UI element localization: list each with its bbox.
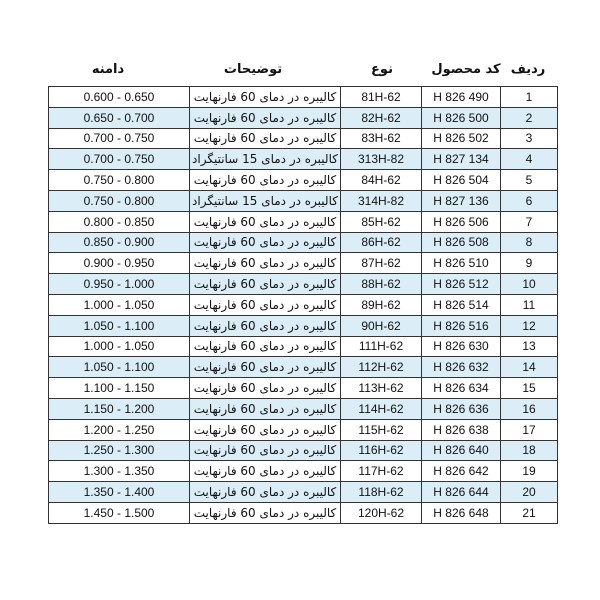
type-cell: 81H-62 [341, 87, 422, 108]
range-cell: 1.000 - 1.050 [49, 336, 190, 357]
type-cell: 114H-62 [341, 398, 422, 419]
table-row [49, 128, 558, 149]
range-cell: 0.750 - 0.800 [49, 170, 190, 191]
range-cell: 0.700 - 0.750 [49, 149, 190, 170]
range-cell: 1.200 - 1.250 [49, 419, 190, 440]
table-header [48, 58, 552, 84]
type-cell: 88H-62 [341, 274, 422, 295]
type-cell: 313H-82 [341, 149, 422, 170]
range-cell: 1.050 - 1.100 [49, 357, 190, 378]
row-number-cell: 2 [501, 107, 558, 128]
table-row [49, 315, 558, 336]
description-cell: کالیبره در دمای 60 فارنهایت [190, 357, 341, 378]
type-cell: 90H-62 [341, 315, 422, 336]
product-code-cell: H 826 636 [422, 398, 501, 419]
range-cell: 0.750 - 0.800 [49, 190, 190, 211]
table-row [49, 461, 558, 482]
product-table [48, 86, 558, 524]
row-number-cell: 3 [501, 128, 558, 149]
table-row [49, 190, 558, 211]
row-number-cell: 8 [501, 232, 558, 253]
row-number-cell: 16 [501, 398, 558, 419]
row-number-cell: 15 [501, 378, 558, 399]
header-type: نوع [371, 62, 393, 77]
description-cell: کالیبره در دمای 60 فارنهایت [190, 461, 341, 482]
product-code-cell: H 826 506 [422, 211, 501, 232]
range-cell: 1.250 - 1.300 [49, 440, 190, 461]
description-cell: کالیبره در دمای 60 فارنهایت [190, 232, 341, 253]
range-cell: 1.150 - 1.200 [49, 398, 190, 419]
row-number-cell: 9 [501, 253, 558, 274]
row-number-cell: 10 [501, 274, 558, 295]
row-number-cell: 6 [501, 190, 558, 211]
description-cell: کالیبره در دمای 60 فارنهایت [190, 336, 341, 357]
range-cell: 0.800 - 0.850 [49, 211, 190, 232]
description-cell: کالیبره در دمای 60 فارنهایت [190, 253, 341, 274]
row-number-cell: 17 [501, 419, 558, 440]
table-row [49, 274, 558, 295]
row-number-cell: 18 [501, 440, 558, 461]
table-body [49, 87, 558, 524]
description-cell: کالیبره در دمای 15 سانتیگراد [190, 149, 341, 170]
table-row [49, 482, 558, 503]
type-cell: 314H-82 [341, 190, 422, 211]
row-number-cell: 20 [501, 482, 558, 503]
type-cell: 112H-62 [341, 357, 422, 378]
description-cell: کالیبره در دمای 60 فارنهایت [190, 274, 341, 295]
product-code-cell: H 826 508 [422, 232, 501, 253]
range-cell: 0.900 - 0.950 [49, 253, 190, 274]
table-row [49, 211, 558, 232]
range-cell: 1.350 - 1.400 [49, 482, 190, 503]
table-row [49, 378, 558, 399]
range-cell: 0.700 - 0.750 [49, 128, 190, 149]
table-row [49, 357, 558, 378]
description-cell: کالیبره در دمای 60 فارنهایت [190, 440, 341, 461]
row-number-cell: 5 [501, 170, 558, 191]
product-code-cell: H 826 648 [422, 502, 501, 523]
type-cell: 85H-62 [341, 211, 422, 232]
row-number-cell: 11 [501, 294, 558, 315]
header-description: توضیحات [223, 62, 283, 77]
row-number-cell: 12 [501, 315, 558, 336]
description-cell: کالیبره در دمای 60 فارنهایت [190, 294, 341, 315]
type-cell: 87H-62 [341, 253, 422, 274]
range-cell: 0.850 - 0.900 [49, 232, 190, 253]
product-code-cell: H 826 502 [422, 128, 501, 149]
type-cell: 89H-62 [341, 294, 422, 315]
description-cell: کالیبره در دمای 60 فارنهایت [190, 482, 341, 503]
range-cell: 1.050 - 1.100 [49, 315, 190, 336]
header-row-number: ردیف [510, 62, 546, 77]
table-row [49, 419, 558, 440]
row-number-cell: 13 [501, 336, 558, 357]
type-cell: 115H-62 [341, 419, 422, 440]
description-cell: کالیبره در دمای 60 فارنهایت [190, 107, 341, 128]
description-cell: کالیبره در دمای 15 سانتیگراد [190, 190, 341, 211]
product-code-cell: H 826 490 [422, 87, 501, 108]
table-row [49, 87, 558, 108]
type-cell: 111H-62 [341, 336, 422, 357]
product-code-cell: H 826 500 [422, 107, 501, 128]
product-code-cell: H 826 632 [422, 357, 501, 378]
product-code-cell: H 827 136 [422, 190, 501, 211]
description-cell: کالیبره در دمای 60 فارنهایت [190, 378, 341, 399]
range-cell: 1.300 - 1.350 [49, 461, 190, 482]
product-code-cell: H 826 634 [422, 378, 501, 399]
type-cell: 117H-62 [341, 461, 422, 482]
product-code-cell: H 826 630 [422, 336, 501, 357]
type-cell: 113H-62 [341, 378, 422, 399]
product-code-cell: H 826 516 [422, 315, 501, 336]
table-row [49, 398, 558, 419]
description-cell: کالیبره در دمای 60 فارنهایت [190, 502, 341, 523]
product-code-cell: H 826 512 [422, 274, 501, 295]
row-number-cell: 14 [501, 357, 558, 378]
table-row [49, 502, 558, 523]
row-number-cell: 4 [501, 149, 558, 170]
range-cell: 0.600 - 0.650 [49, 87, 190, 108]
table-row [49, 170, 558, 191]
header-product-code: کد محصول [431, 62, 501, 77]
header-range: دامنه [91, 62, 125, 77]
range-cell: 1.450 - 1.500 [49, 502, 190, 523]
row-number-cell: 19 [501, 461, 558, 482]
description-cell: کالیبره در دمای 60 فارنهایت [190, 315, 341, 336]
table-row [49, 440, 558, 461]
description-cell: کالیبره در دمای 60 فارنهایت [190, 87, 341, 108]
product-code-cell: H 826 644 [422, 482, 501, 503]
range-cell: 1.100 - 1.150 [49, 378, 190, 399]
description-cell: کالیبره در دمای 60 فارنهایت [190, 211, 341, 232]
product-code-cell: H 826 640 [422, 440, 501, 461]
range-cell: 0.950 - 1.000 [49, 274, 190, 295]
type-cell: 86H-62 [341, 232, 422, 253]
type-cell: 82H-62 [341, 107, 422, 128]
type-cell: 116H-62 [341, 440, 422, 461]
product-code-cell: H 826 514 [422, 294, 501, 315]
description-cell: کالیبره در دمای 60 فارنهایت [190, 398, 341, 419]
description-cell: کالیبره در دمای 60 فارنهایت [190, 170, 341, 191]
row-number-cell: 21 [501, 502, 558, 523]
table-row [49, 232, 558, 253]
type-cell: 120H-62 [341, 502, 422, 523]
table-row [49, 294, 558, 315]
row-number-cell: 1 [501, 87, 558, 108]
row-number-cell: 7 [501, 211, 558, 232]
product-code-cell: H 826 504 [422, 170, 501, 191]
type-cell: 118H-62 [341, 482, 422, 503]
product-code-cell: H 826 510 [422, 253, 501, 274]
range-cell: 1.000 - 1.050 [49, 294, 190, 315]
table-row [49, 149, 558, 170]
description-cell: کالیبره در دمای 60 فارنهایت [190, 128, 341, 149]
type-cell: 83H-62 [341, 128, 422, 149]
product-code-cell: H 826 638 [422, 419, 501, 440]
table-row [49, 336, 558, 357]
range-cell: 0.650 - 0.700 [49, 107, 190, 128]
product-code-cell: H 827 134 [422, 149, 501, 170]
type-cell: 84H-62 [341, 170, 422, 191]
description-cell: کالیبره در دمای 60 فارنهایت [190, 419, 341, 440]
table-row [49, 107, 558, 128]
product-code-cell: H 826 642 [422, 461, 501, 482]
table-row [49, 253, 558, 274]
